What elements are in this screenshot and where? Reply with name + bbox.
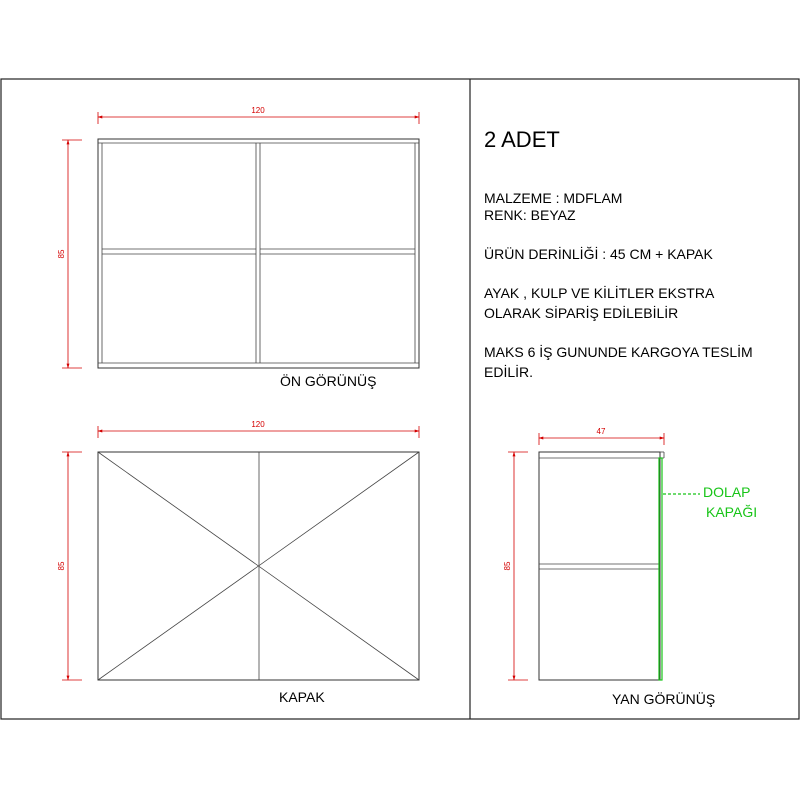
cover-width-label: 120 <box>251 420 265 429</box>
side-height-label: 85 <box>503 561 512 571</box>
side-view-title: YAN GÖRÜNÜŞ <box>612 691 716 707</box>
front-view-title: ÖN GÖRÜNÜŞ <box>280 373 377 389</box>
drawing-border <box>1 79 799 719</box>
extras-text-line2: OLARAK SİPARİŞ EDİLEBİLİR <box>484 305 679 321</box>
front-height-label: 85 <box>57 249 66 259</box>
material-text: MALZEME : MDFLAM <box>484 190 623 206</box>
side-view <box>503 427 757 707</box>
cover-view-title: KAPAK <box>279 689 325 705</box>
side-depth-label: 47 <box>596 427 606 436</box>
door-callout-line2: KAPAĞI <box>706 504 758 520</box>
delivery-text-line1: MAKS 6 İŞ GUNUNDE KARGOYA TESLİM <box>484 344 753 360</box>
quantity-heading: 2 ADET <box>484 127 560 152</box>
front-cabinet-outline <box>98 139 419 368</box>
side-cabinet-outline <box>539 452 660 680</box>
front-view <box>57 106 419 389</box>
color-text: RENK: BEYAZ <box>484 207 576 223</box>
front-width-label: 120 <box>251 106 265 115</box>
cover-view <box>57 420 419 705</box>
extras-text-line1: AYAK , KULP VE KİLİTLER EKSTRA <box>484 285 715 301</box>
delivery-text-line2: EDİLİR. <box>484 364 534 380</box>
depth-text: ÜRÜN DERİNLİĞİ : 45 CM + KAPAK <box>484 246 713 262</box>
cover-height-label: 85 <box>57 561 66 571</box>
door-callout-line1: DOLAP <box>703 484 751 500</box>
